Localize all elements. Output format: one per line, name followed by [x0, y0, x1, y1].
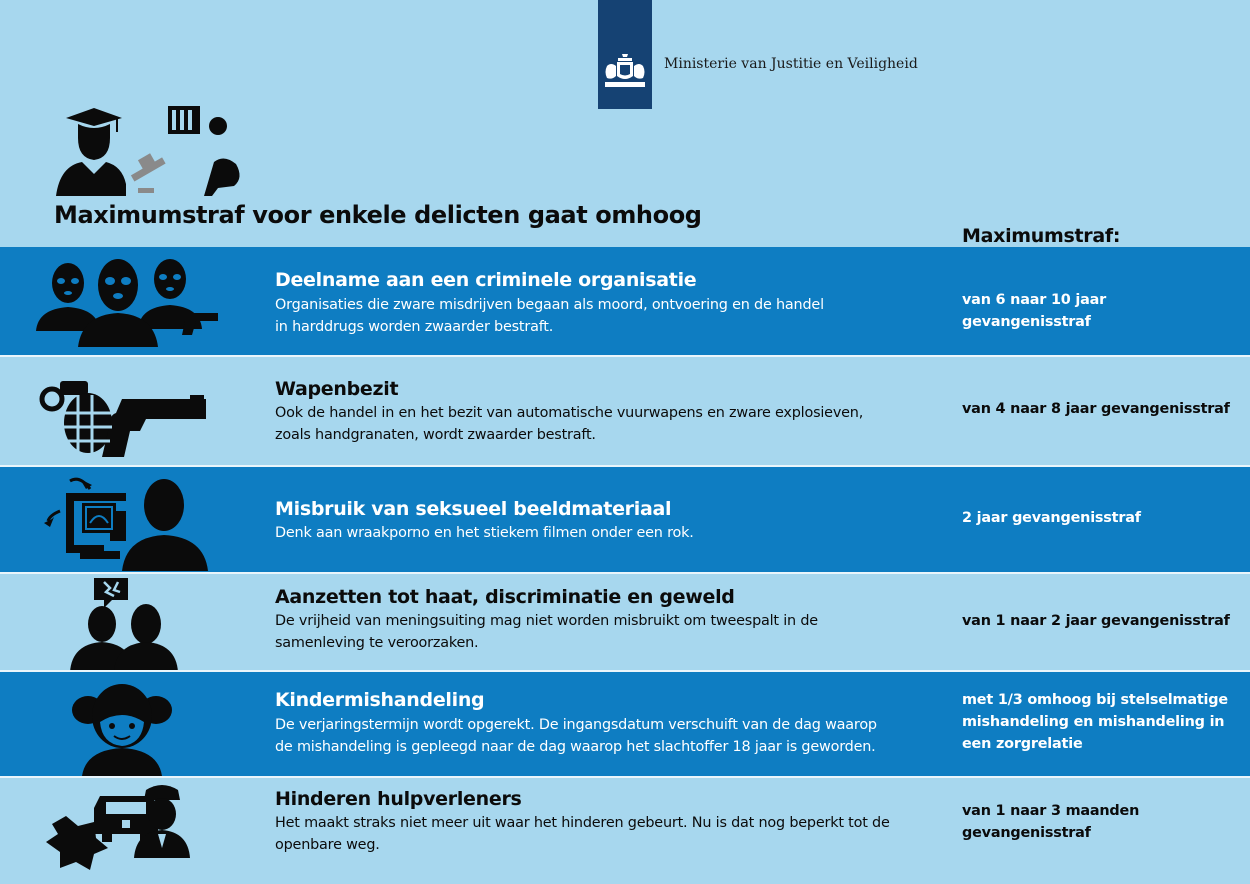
crime-row	[0, 357, 1250, 465]
judge-prison-icon	[54, 104, 244, 196]
emergency-services-icon	[30, 782, 230, 882]
crime-title: Deelname aan een criminele organisatie	[275, 269, 697, 291]
penalty-text: 2 jaar gevangenisstraf	[962, 510, 1141, 526]
penalty-text: van 1 naar 2 jaar gevangenisstraf	[962, 613, 1230, 629]
crime-row	[0, 247, 1250, 355]
crime-title: Aanzetten tot haat, discriminatie en geweld	[275, 586, 735, 608]
crime-title: Wapenbezit	[275, 378, 399, 400]
ministry-logo	[598, 0, 652, 109]
crime-description: Denk aan wraakporno en het stiekem filmen onder een rok.	[275, 525, 694, 541]
coat-of-arms-icon	[603, 52, 647, 94]
penalty-column-header: Maximumstraf:	[962, 225, 1121, 247]
grenade-gun-icon	[30, 361, 230, 461]
crime-description: Het maakt straks niet meer uit waar het hinderen gebeurt. Nu is dat nog beperkt tot de openbare weg.	[275, 815, 890, 853]
crime-title: Misbruik van seksueel beeldmateriaal	[275, 498, 672, 520]
crime-row	[0, 778, 1250, 884]
crime-row	[0, 672, 1250, 776]
ministry-name: Ministerie van Justitie en Veiligheid	[664, 56, 918, 72]
penalty-text: van 6 naar 10 jaar gevangenisstraf	[962, 292, 1107, 330]
crime-description: Organisaties die zware misdrijven begaan als moord, ontvoering en de handel in harddrugs worden zwaarder bestraft.	[275, 297, 824, 335]
penalty-text: van 4 naar 8 jaar gevangenisstraf	[962, 401, 1230, 417]
crime-row	[0, 467, 1250, 572]
penalty-text: van 1 naar 3 maanden gevangenisstraf	[962, 803, 1140, 841]
crime-description: De verjaringstermijn wordt opgerekt. De ingangsdatum verschuift van de dag waarop de mishandeling is gepleegd naar de dag waarop het slachtoffer 18 jaar is geworden.	[275, 717, 877, 755]
child-icon	[30, 676, 230, 776]
crime-row	[0, 574, 1250, 670]
page-title: Maximumstraf voor enkele delicten gaat omhoog	[54, 201, 702, 229]
crime-title: Kindermishandeling	[275, 689, 485, 711]
crime-title: Hinderen hulpverleners	[275, 788, 522, 810]
penalty-text: met 1/3 omhoog bij stelselmatige mishandeling en mishandeling in een zorgrelatie	[962, 692, 1228, 752]
hate-speech-icon	[30, 578, 230, 678]
crime-description: De vrijheid van meningsuiting mag niet worden misbruikt om tweespalt in de samenleving te veroorzaken.	[275, 613, 818, 651]
masked-criminals-icon	[30, 251, 230, 351]
crime-description: Ook de handel in en het bezit van automatische vuurwapens en zware explosieven, zoals handgranaten, wordt zwaarder bestraft.	[275, 405, 864, 443]
screen-person-icon	[30, 471, 230, 571]
